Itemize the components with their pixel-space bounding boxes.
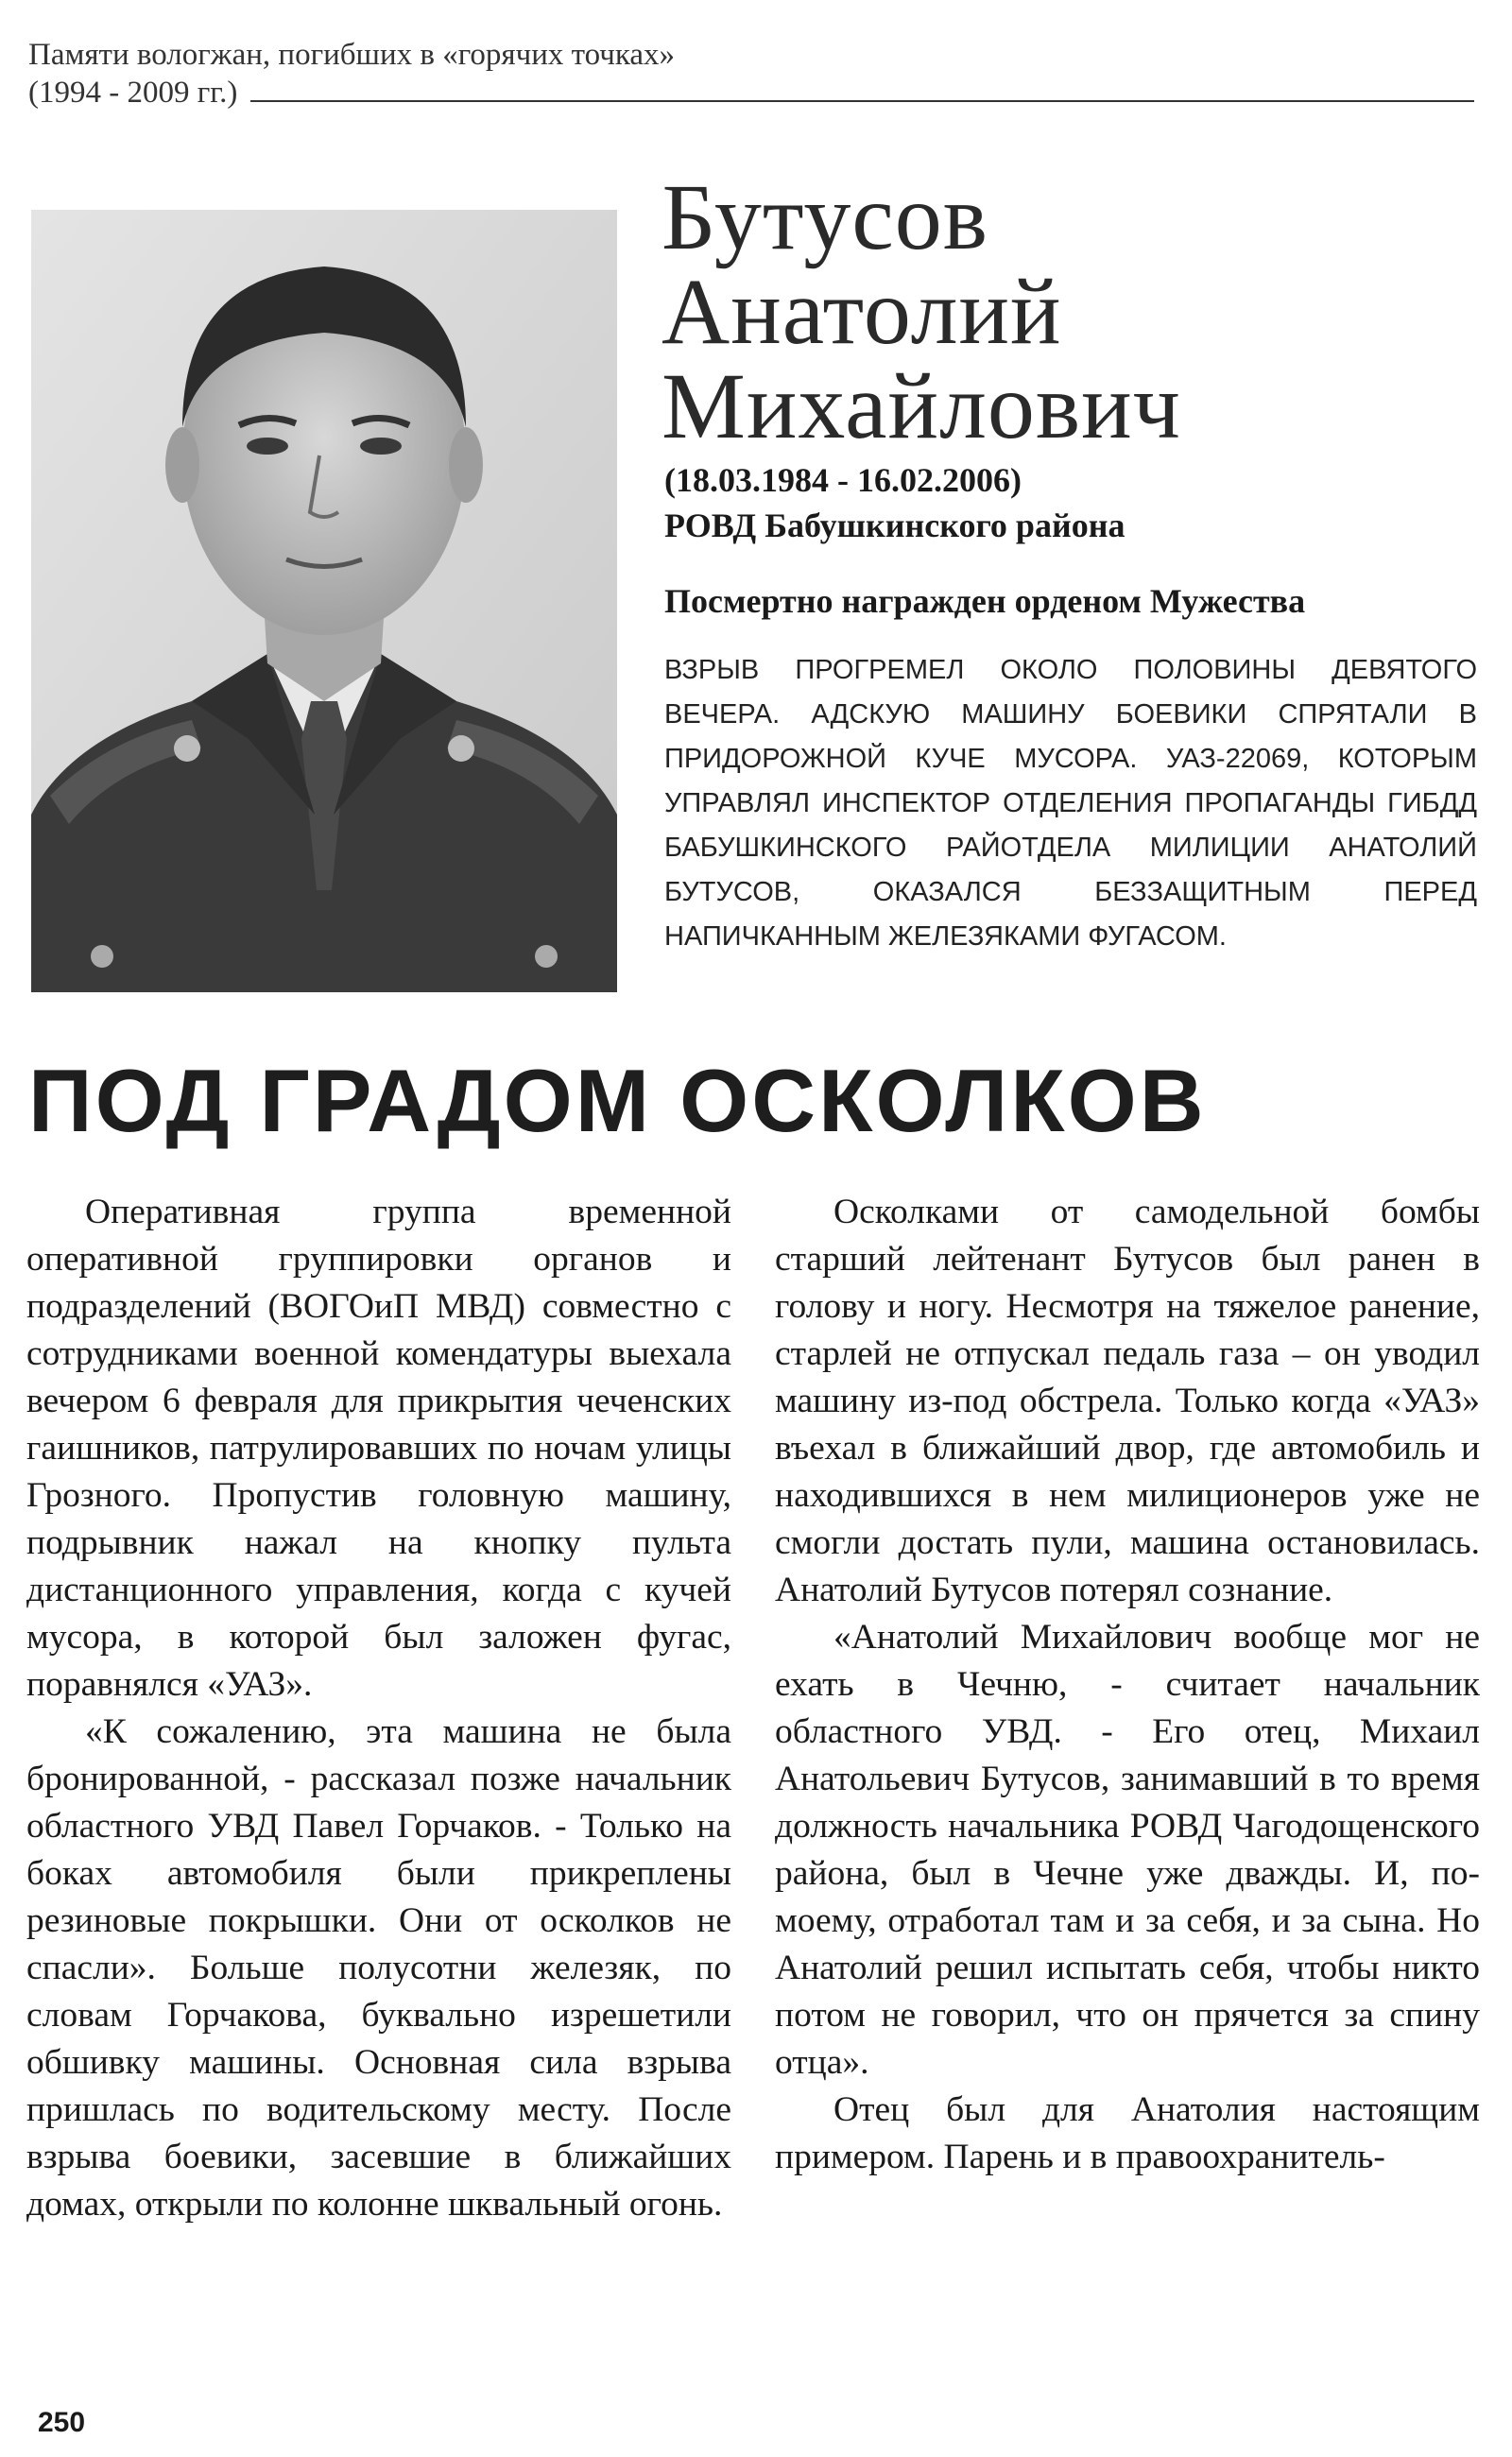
name-patronymic: Михайлович bbox=[662, 353, 1181, 458]
running-header bbox=[28, 36, 1474, 112]
page-number: 250 bbox=[38, 2407, 86, 2438]
person-name bbox=[662, 164, 1474, 458]
life-dates: (18.03.1984 - 16.02.2006) bbox=[664, 461, 1022, 499]
name-given: Анатолий bbox=[662, 259, 1062, 364]
article-column-right bbox=[775, 1189, 1480, 2181]
article-column-left bbox=[26, 1189, 731, 2228]
name-surname: Бутусов bbox=[662, 164, 988, 269]
lead-paragraph: ВЗРЫВ ПРОГРЕМЕЛ ОКОЛО ПОЛОВИНЫ ДЕВЯТОГО ВЕЧЕРА. АДСКУЮ МАШИНУ БОЕВИКИ СПРЯТАЛИ В ПРИДОРОЖНОЙ КУЧЕ МУСОРА. УАЗ-22069, КОТОРЫМ УПРАВЛЯЛ ИНСПЕКТОР ОТДЕЛЕНИЯ ПРОПАГАНДЫ ГИБДД БАБУШКИНСКОГО РАЙОТДЕЛА МИЛИЦИИ АНАТОЛИЙ БУТУСОВ, ОКАЗАЛСЯ БЕЗЗАЩИТНЫМ ПЕРЕД НАПИЧКАННЫМ ЖЕЛЕЗЯКАМИ ФУГАСОМ. bbox=[664, 655, 1477, 952]
paragraph: «Анатолий Михайлович вообще мог не ехать в Чечню, - считает начальник областного УВД. - Его отец, Михаил Анатольевич Бутусов, занимавший в то время должность начальника РОВД Чагодощенского района, был в Чечне уже дважды. И, по-моему, отработал там и за себя, и за сына. Но Анатолий решил испытать себя, чтобы никто потом не говорил, что он прячется за спину отца». bbox=[775, 1618, 1480, 2082]
paragraph: Оперативная группа временной оперативной группировки органов и подразделений (ВОГОиП МВД) совместно с сотрудниками военной комендатуры выехала вечером 6 февраля для прикрытия чеченских гаишников, патрулировавших по ночам улицы Грозного. Пропустив головную машину, подрывник нажал на кнопку пульта дистанционного управления, когда с кучей мусора, в которой был заложен фугас, поравнялся «УАЗ». bbox=[26, 1193, 731, 1704]
life-dates-block bbox=[664, 457, 1477, 548]
paragraph: «К сожалению, эта машина не была бронированной, - рассказал позже начальник областного УВД Павел Горчаков. - Только на боках автомобиля были прикреплены резиновые покрышки. Они от осколков не спасли». Больше полусотни железяк, по словам Горчакова, буквально изрешетили обшивку машины. Основная сила взрыва пришлась по водительскому месту. После взрыва боевики, засевшие в ближайших домах, открыли по колонне шквальный огонь. bbox=[26, 1712, 731, 2224]
article-headline: ПОД ГРАДОМ ОСКОЛКОВ bbox=[28, 1051, 1207, 1150]
header-rule bbox=[250, 100, 1474, 102]
header-line-2: (1994 - 2009 гг.) bbox=[28, 76, 238, 110]
header-line-1: Памяти вологжан, погибших в «горячих точках» bbox=[28, 38, 676, 72]
header-line-2-row bbox=[28, 74, 1474, 112]
service-unit: РОВД Бабушкинского района bbox=[664, 507, 1125, 544]
paragraph: Отец был для Анатолия настоящим примером. Парень и в правоохранитель- bbox=[775, 2090, 1480, 2176]
portrait-photo bbox=[31, 210, 617, 992]
award-line: Посмертно награжден орденом Мужества bbox=[664, 582, 1306, 620]
portrait-illustration bbox=[31, 210, 617, 992]
paragraph: Осколками от самодельной бомбы старший лейтенант Бутусов был ранен в голову и ногу. Несмотря на тяжелое ранение, старлей не отпускал педаль газа – он уводил машину из-под обстрела. Только когда «УАЗ» въехал в ближайший двор, где автомобиль и находившихся в нем милиционеров уже не смогли достать пули, машина остановилась. Анатолий Бутусов потерял сознание. bbox=[775, 1193, 1480, 1609]
